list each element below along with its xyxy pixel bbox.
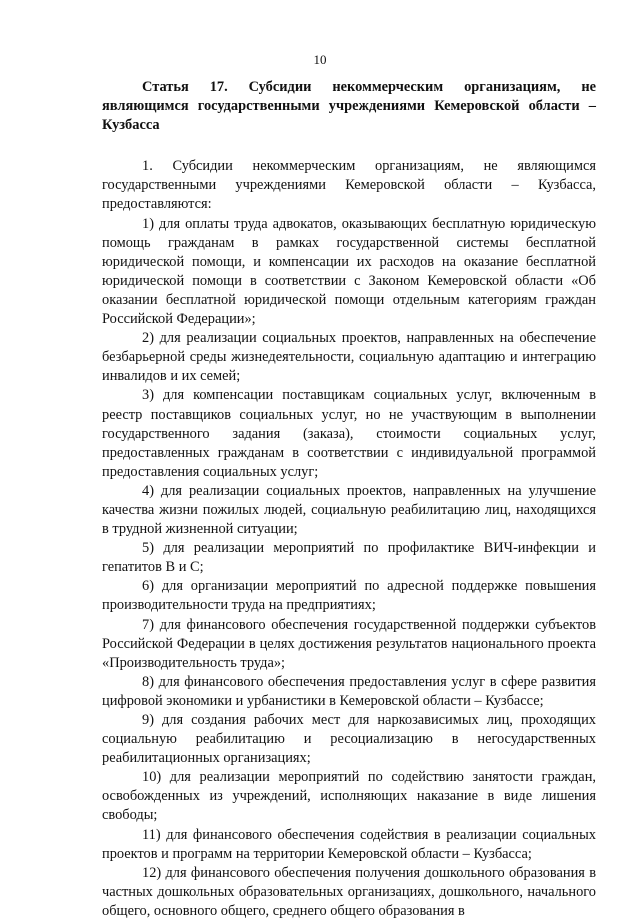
- list-item: 8) для финансового обеспечения предоставления услуг в сфере развития цифровой экономики и урбанистики в Кемеровской области – Кузбассе;: [102, 673, 596, 709]
- list-item: 3) для компенсации поставщикам социальных услуг, включенным в реестр поставщиков социальных услуг, но не участвующим в выполнении государственного задания (заказа), стоимости социальных услуг, предоставленных гражданам в соответствии с индивидуальной программой предоставления социальных услуг;: [102, 387, 596, 480]
- article-heading: Статья 17. Субсидии некоммерческим организациям, не являющимся государственными учреждениями Кемеровской области – Кузбасса: [102, 79, 596, 134]
- list-item: 9) для создания рабочих мест для наркозависимых лиц, проходящих социальную реабилитацию и ресоциализацию в негосударственных реабилитационных организациях;: [102, 712, 596, 767]
- list-item: 7) для финансового обеспечения государственной поддержки субъектов Российской Федерации в целях достижения результатов национального проекта «Производительность труда»;: [102, 616, 596, 671]
- list-item: 6) для организации мероприятий по адресной поддержке повышения производительности труда на предприятиях;: [102, 578, 596, 614]
- list-item: 1) для оплаты труда адвокатов, оказывающих бесплатную юридическую помощь гражданам в рамках государственной системы бесплатной юридической помощи, и компенсации их расходов на оказание бесплатной юридической помощи в соответствии с Законом Кемеровской области «Об оказании бесплатной юридической помощи отдельным категориям граждан Российской Федерации»;: [102, 215, 596, 328]
- list-item: 4) для реализации социальных проектов, направленных на улучшение качества жизни пожилых людей, социальную реабилитацию лиц, находящихся в трудной жизненной ситуации;: [102, 482, 596, 538]
- list-item: 12) для финансового обеспечения получения дошкольного образования в частных дошкольных образовательных организациях, дошкольного, начального общего, основного общего, среднего общего образования в: [102, 864, 596, 919]
- list-item: 10) для реализации мероприятий по содействию занятости граждан, освобожденных из учреждений, исполняющих наказание в виде лишения свободы;: [102, 769, 596, 824]
- list-item: 2) для реализации социальных проектов, направленных на обеспечение безбарьерной среды жизнедеятельности, социальную адаптацию и интеграцию инвалидов и их семей;: [102, 330, 596, 385]
- list-item: 11) для финансового обеспечения содействия в реализации социальных проектов и программ на территории Кемеровской области – Кузбасса;: [102, 826, 596, 862]
- intro-paragraph: 1. Субсидии некоммерческим организациям, не являющимся государственными учреждениями Кемеровской области – Кузбасса, предоставляются:: [102, 158, 596, 213]
- page-number: 10: [313, 52, 327, 67]
- document-body: [102, 78, 596, 921]
- list-item: 5) для реализации мероприятий по профилактике ВИЧ-инфекции и гепатитов В и С;: [102, 540, 596, 576]
